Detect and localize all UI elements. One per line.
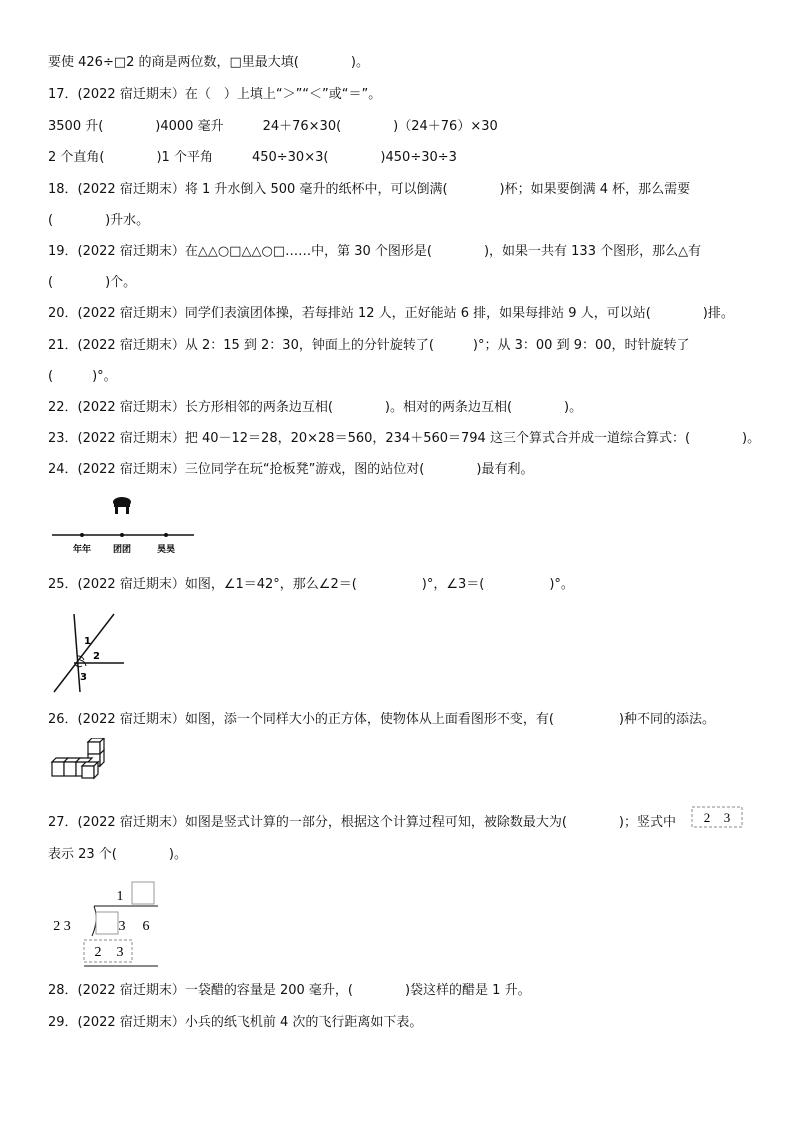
q21-text: 21．(2022 宿迁期末）从 2：15 到 2：30，钟面上的分针旋转了( )°；从 3：00 到 9：00，时针旋转了	[48, 338, 690, 353]
q28-text: 28．(2022 宿迁期末）一袋醋的容量是 200 毫升，( )袋这样的醋是 1 升。	[48, 983, 531, 998]
q16-tail-text: 要使 426÷□2 的商是两位数，□里最大填( )。	[48, 55, 369, 70]
child-label-3: 昊昊	[156, 545, 176, 555]
q23-text: 23．(2022 宿迁期末）把 40－12＝28，20×28＝560，234＋560＝794 这三个算式合并成一道综合算式：( )。	[48, 431, 761, 446]
stool-icon	[113, 497, 131, 514]
dividend-digit-1: 3	[118, 919, 126, 934]
q19-text-cont: ( )个。	[48, 275, 137, 290]
q22-text: 22．(2022 宿迁期末）长方形相邻的两条边互相( )。相对的两条边互相( )。	[48, 400, 583, 415]
q29-text: 29．(2022 宿迁期末）小兵的纸飞机前 4 次的飞行距离如下表。	[48, 1015, 423, 1030]
quotient-digit: 1	[116, 889, 124, 904]
angle-label-1: 1	[84, 636, 91, 647]
product-digit-1: 2	[94, 945, 102, 960]
q17-text: 17．(2022 宿迁期末）在（ ）上填上“＞”“＜”或“＝”。	[48, 87, 382, 102]
divisor: 2 3	[53, 919, 71, 934]
quotient-blank-box	[132, 882, 154, 904]
product-digit-2: 3	[116, 945, 124, 960]
q24-text: 24．(2022 宿迁期末）三位同学在玩“抢板凳”游戏，图的站位对( )最有利。	[48, 462, 534, 477]
angle-label-2: 2	[93, 651, 100, 662]
child-label-2: 团团	[112, 545, 132, 555]
q20-text: 20．(2022 宿迁期末）同学们表演团体操，若每排站 12 人，正好能站 6 排，如果每排站 9 人，可以站( )排。	[48, 306, 734, 321]
angle-label-3: 3	[80, 672, 87, 683]
q27-text-cont: 表示 23 个( )。	[48, 847, 187, 862]
q18-text: 18．(2022 宿迁期末）将 1 升水倒入 500 毫升的纸杯中，可以倒满( )杯；如果要倒满 4 杯，那么需要	[48, 182, 691, 197]
q27-boxed-23	[691, 806, 743, 828]
child-label-1: 年年	[72, 545, 92, 555]
q17-row1: 3500 升( )4000 毫升 24＋76×30( )（24＋76）×30	[48, 119, 498, 134]
q27-division-figure	[44, 876, 164, 972]
q27-text: 27．(2022 宿迁期末）如图是竖式计算的一部分，根据这个计算过程可知，被除数最大为( )；竖式中	[48, 815, 676, 830]
q21-text-cont: ( )°。	[48, 369, 117, 384]
q26-text: 26．(2022 宿迁期末）如图，添一个同样大小的正方体，使物体从上面看图形不变，有( )种不同的添法。	[48, 712, 715, 727]
boxed-digit-2: 2	[703, 810, 711, 825]
dividend-digit-2: 6	[142, 919, 150, 934]
q19-text: 19．(2022 宿迁期末）在△△○□△△○□……中，第 30 个图形是( )，如果一共有 133 个图形，那么△有	[48, 244, 702, 259]
q25-figure	[48, 606, 128, 696]
q26-figure	[48, 738, 118, 788]
q17-row2: 2 个直角( )1 个平角 450÷30×3( )450÷30÷3	[48, 150, 457, 165]
q18-text-cont: ( )升水。	[48, 213, 150, 228]
boxed-digit-3: 3	[723, 810, 731, 825]
dividend-blank-box	[96, 912, 118, 934]
q25-text: 25．(2022 宿迁期末）如图，∠1＝42°，那么∠2＝( )°，∠3＝( )°。	[48, 577, 574, 592]
q24-figure	[48, 492, 208, 562]
